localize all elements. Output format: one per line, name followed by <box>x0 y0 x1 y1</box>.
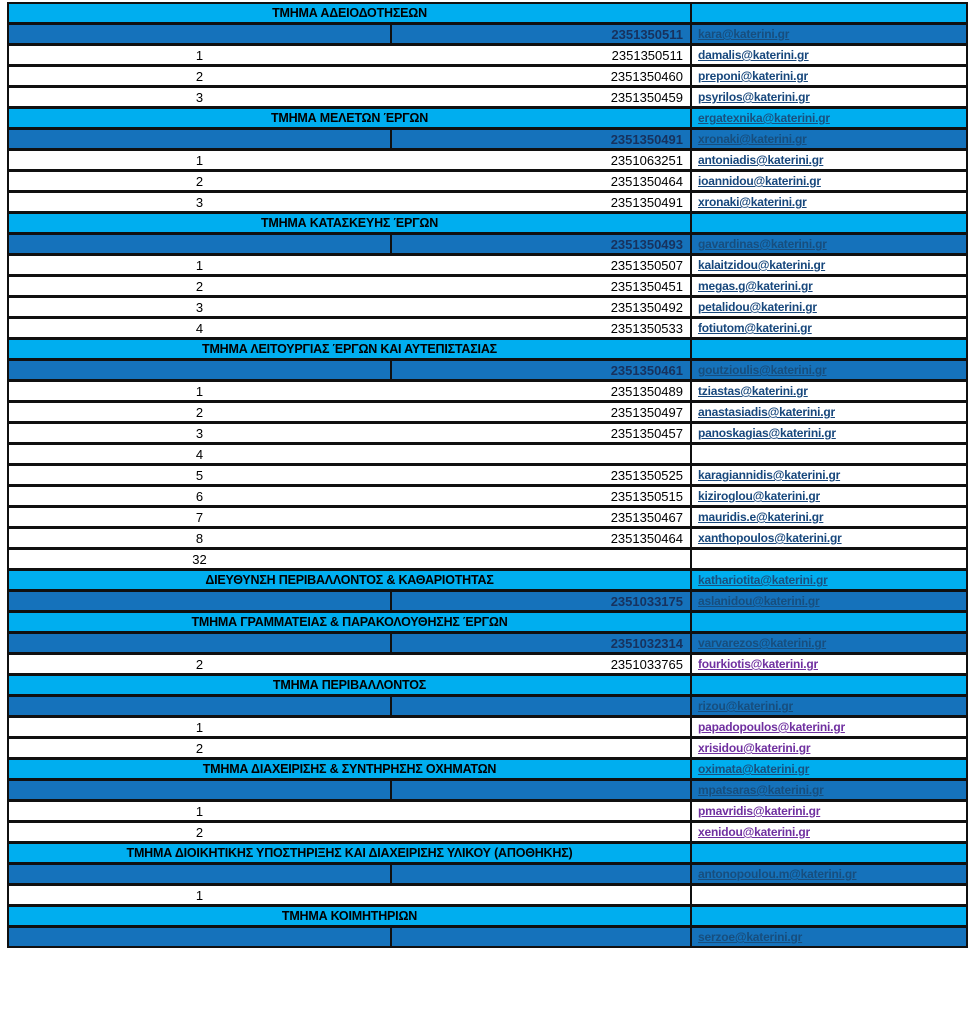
email-link[interactable]: tziastas@katerini.gr <box>698 384 808 398</box>
department-lead-row <box>7 590 968 612</box>
staff-row <box>7 296 968 318</box>
email-cell <box>690 109 966 127</box>
email-cell <box>690 172 966 190</box>
row-number-cell: 1 <box>195 383 204 399</box>
row-number-cell: 3 <box>195 299 204 315</box>
email-link[interactable]: anastasiadis@katerini.gr <box>698 405 835 419</box>
phone-cell: 2351350533 <box>610 320 683 336</box>
section-header-row <box>7 212 968 234</box>
row-number-cell <box>9 130 390 148</box>
email-cell <box>690 718 966 736</box>
email-link[interactable]: serzoe@katerini.gr <box>698 930 803 944</box>
staff-row <box>7 65 968 87</box>
email-cell <box>690 319 966 337</box>
row-number-cell <box>9 865 390 883</box>
staff-row <box>7 380 968 402</box>
email-link[interactable]: psyrilos@katerini.gr <box>698 90 810 104</box>
staff-row <box>7 317 968 339</box>
department-lead-row <box>7 632 968 654</box>
staff-row <box>7 653 968 675</box>
email-link[interactable]: antonopoulou.m@katerini.gr <box>698 867 857 881</box>
email-cell <box>690 886 966 904</box>
email-link[interactable]: varvarezos@katerini.gr <box>698 636 827 650</box>
email-link[interactable]: gavardinas@katerini.gr <box>698 237 827 251</box>
department-lead-row <box>7 359 968 381</box>
email-cell <box>690 151 966 169</box>
email-link[interactable]: xronaki@katerini.gr <box>698 132 807 146</box>
phone-cell: 2351033175 <box>390 592 690 610</box>
row-number-cell: 4 <box>195 320 204 336</box>
email-cell <box>690 46 966 64</box>
email-link[interactable]: ioannidou@katerini.gr <box>698 174 821 188</box>
row-number-cell: 2 <box>195 173 204 189</box>
section-title: ΤΜΗΜΑ ΔΙΑΧΕΙΡΙΣΗΣ & ΣΥΝΤΗΡΗΣΗΣ ΟΧΗΜΑΤΩΝ <box>202 762 497 776</box>
email-cell <box>690 466 966 484</box>
email-link[interactable]: papadopoulos@katerini.gr <box>698 720 845 734</box>
email-link[interactable]: xronaki@katerini.gr <box>698 195 807 209</box>
staff-row <box>7 86 968 108</box>
email-cell <box>690 424 966 442</box>
email-cell <box>690 907 966 925</box>
staff-row <box>7 191 968 213</box>
phone-cell: 2351350511 <box>611 47 683 63</box>
email-cell <box>690 361 966 379</box>
email-link[interactable]: pmavridis@katerini.gr <box>698 804 821 818</box>
email-cell <box>690 403 966 421</box>
phone-cell: 2351350491 <box>390 130 690 148</box>
staff-row <box>7 821 968 843</box>
email-link[interactable]: oximata@katerini.gr <box>698 762 810 776</box>
row-number-cell: 7 <box>195 509 204 525</box>
email-link[interactable]: xanthopoulos@katerini.gr <box>698 531 842 545</box>
email-cell <box>690 781 966 799</box>
row-number-cell: 4 <box>195 446 204 462</box>
section-title: ΤΜΗΜΑ ΚΟΙΜΗΤΗΡΙΩΝ <box>281 909 418 923</box>
row-number-cell: 3 <box>195 425 204 441</box>
phone-cell: 2351350457 <box>610 425 683 441</box>
phone-cell: 2351032314 <box>390 634 690 652</box>
section-title: ΤΜΗΜΑ ΜΕΛΕΤΩΝ ΈΡΓΩΝ <box>270 111 429 125</box>
section-header-row <box>7 569 968 591</box>
phone-cell <box>390 697 690 715</box>
phone-cell <box>390 865 690 883</box>
email-link[interactable]: panoskagias@katerini.gr <box>698 426 836 440</box>
department-lead-row <box>7 23 968 45</box>
row-number-cell: 1 <box>195 803 204 819</box>
email-cell <box>690 382 966 400</box>
phone-cell: 2351350491 <box>610 194 683 210</box>
section-title: ΤΜΗΜΑ ΓΡΑΜΜΑΤΕΙΑΣ & ΠΑΡΑΚΟΛΟΥΘΗΣΗΣ ΈΡΓΩΝ <box>191 615 508 629</box>
phone-cell: 2351350489 <box>610 383 683 399</box>
email-link[interactable]: petalidou@katerini.gr <box>698 300 817 314</box>
row-number-cell <box>9 235 390 253</box>
phone-cell: 2351063251 <box>610 152 683 168</box>
row-number-cell <box>9 592 390 610</box>
section-header-row <box>7 674 968 696</box>
email-cell <box>690 4 966 22</box>
email-cell <box>690 67 966 85</box>
phone-cell <box>390 823 690 841</box>
email-link[interactable]: fourkiotis@katerini.gr <box>698 657 818 671</box>
email-cell <box>690 697 966 715</box>
phone-cell <box>390 928 690 946</box>
section-header-row <box>7 905 968 927</box>
row-number-cell <box>9 697 390 715</box>
phone-cell: 2351350497 <box>610 404 683 420</box>
section-header-row <box>7 842 968 864</box>
phone-cell <box>390 445 690 463</box>
row-number-cell: 6 <box>195 488 204 504</box>
staff-row <box>7 884 968 906</box>
staff-row <box>7 254 968 276</box>
email-link[interactable]: megas.g@katerini.gr <box>698 279 813 293</box>
staff-row <box>7 275 968 297</box>
email-link[interactable]: fotiutom@katerini.gr <box>698 321 812 335</box>
email-cell <box>690 487 966 505</box>
email-link[interactable]: goutzioulis@katerini.gr <box>698 363 827 377</box>
row-number-cell: 2 <box>195 740 204 756</box>
phone-cell: 2351350511 <box>390 25 690 43</box>
row-number-cell: 1 <box>195 152 204 168</box>
staff-row <box>7 485 968 507</box>
row-number-cell: 8 <box>195 530 204 546</box>
row-number-cell: 2 <box>195 824 204 840</box>
email-link[interactable]: xenidou@katerini.gr <box>698 825 810 839</box>
staff-row <box>7 527 968 549</box>
contact-table <box>7 2 968 948</box>
row-number-cell <box>9 634 390 652</box>
row-number-cell: 32 <box>192 551 207 567</box>
email-cell <box>690 571 966 589</box>
phone-cell <box>390 550 690 568</box>
section-header-row <box>7 758 968 780</box>
phone-cell <box>390 718 690 736</box>
phone-cell: 2351350464 <box>610 530 683 546</box>
row-number-cell: 2 <box>195 278 204 294</box>
phone-cell: 2351350525 <box>610 467 683 483</box>
email-cell <box>690 802 966 820</box>
row-number-cell: 2 <box>195 404 204 420</box>
email-cell <box>690 865 966 883</box>
email-cell <box>690 634 966 652</box>
email-cell <box>690 592 966 610</box>
email-link[interactable]: xrisidou@katerini.gr <box>698 741 811 755</box>
email-link[interactable]: karagiannidis@katerini.gr <box>698 468 841 482</box>
email-cell <box>690 844 966 862</box>
phone-cell: 2351350464 <box>610 173 683 189</box>
department-lead-row <box>7 695 968 717</box>
email-cell <box>690 130 966 148</box>
row-number-cell <box>9 25 390 43</box>
phone-cell: 2351350493 <box>390 235 690 253</box>
email-cell <box>690 193 966 211</box>
phone-cell: 2351350461 <box>390 361 690 379</box>
email-cell <box>690 655 966 673</box>
row-number-cell: 2 <box>195 68 204 84</box>
section-title: ΤΜΗΜΑ ΛΕΙΤΟΥΡΓΙΑΣ ΈΡΓΩΝ ΚΑΙ ΑΥΤΕΠΙΣΤΑΣΙΑΣ <box>202 342 497 356</box>
email-link[interactable]: rizou@katerini.gr <box>698 699 793 713</box>
row-number-cell: 3 <box>195 194 204 210</box>
staff-row <box>7 506 968 528</box>
phone-cell: 2351350451 <box>610 278 683 294</box>
section-title: ΤΜΗΜΑ ΑΔΕΙΟΔΟΤΗΣΕΩΝ <box>272 6 427 20</box>
row-number-cell <box>9 361 390 379</box>
section-title: ΤΜΗΜΑ ΔΙΟΙΚΗΤΙΚΗΣ ΥΠΟΣΤΗΡΙΞΗΣ ΚΑΙ ΔΙΑΧΕΙΡΙΣΗΣ ΥΛΙΚΟΥ (ΑΠΟΘΗΚΗΣ) <box>126 846 573 860</box>
row-number-cell <box>9 928 390 946</box>
staff-row <box>7 170 968 192</box>
staff-row <box>7 548 968 570</box>
phone-cell <box>390 802 690 820</box>
staff-row <box>7 44 968 66</box>
department-lead-row <box>7 926 968 948</box>
phone-cell: 2351033765 <box>610 656 683 672</box>
email-cell <box>690 277 966 295</box>
row-number-cell: 1 <box>195 257 204 273</box>
staff-row <box>7 443 968 465</box>
email-link[interactable]: kara@katerini.gr <box>698 27 790 41</box>
row-number-cell: 1 <box>195 719 204 735</box>
phone-cell: 2351350459 <box>610 89 683 105</box>
email-link[interactable]: preponi@katerini.gr <box>698 69 808 83</box>
staff-row <box>7 464 968 486</box>
phone-cell <box>390 781 690 799</box>
phone-cell: 2351350507 <box>610 257 683 273</box>
department-lead-row <box>7 128 968 150</box>
staff-row <box>7 149 968 171</box>
email-cell <box>690 298 966 316</box>
row-number-cell: 1 <box>195 887 204 903</box>
staff-row <box>7 800 968 822</box>
section-header-row <box>7 611 968 633</box>
email-cell <box>690 529 966 547</box>
email-cell <box>690 550 966 568</box>
staff-row <box>7 737 968 759</box>
email-link[interactable]: antoniadis@katerini.gr <box>698 153 824 167</box>
section-title: ΔΙΕΥΘΥΝΣΗ ΠΕΡΙΒΑΛΛΟΝΤΟΣ & ΚΑΘΑΡΙΟΤΗΤΑΣ <box>205 573 494 587</box>
phone-cell: 2351350492 <box>610 299 683 315</box>
email-cell <box>690 214 966 232</box>
email-cell <box>690 445 966 463</box>
section-title: ΤΜΗΜΑ ΚΑΤΑΣΚΕΥΗΣ ΈΡΓΩΝ <box>260 216 439 230</box>
email-cell <box>690 508 966 526</box>
email-cell <box>690 25 966 43</box>
email-link[interactable]: mpatsaras@katerini.gr <box>698 783 824 797</box>
department-lead-row <box>7 863 968 885</box>
section-header-row <box>7 2 968 24</box>
staff-row <box>7 401 968 423</box>
email-cell <box>690 88 966 106</box>
email-link[interactable]: kalaitzidou@katerini.gr <box>698 258 826 272</box>
section-title: ΤΜΗΜΑ ΠΕΡΙΒΑΛΛΟΝΤΟΣ <box>272 678 427 692</box>
phone-cell: 2351350460 <box>610 68 683 84</box>
row-number-cell: 5 <box>195 467 204 483</box>
email-cell <box>690 340 966 358</box>
section-header-row <box>7 107 968 129</box>
email-link[interactable]: kiziroglou@katerini.gr <box>698 489 820 503</box>
phone-cell <box>390 739 690 757</box>
email-cell <box>690 613 966 631</box>
email-cell <box>690 928 966 946</box>
phone-cell <box>390 886 690 904</box>
row-number-cell: 3 <box>195 89 204 105</box>
section-header-row <box>7 338 968 360</box>
email-cell <box>690 739 966 757</box>
row-number-cell <box>9 781 390 799</box>
email-cell <box>690 760 966 778</box>
email-cell <box>690 823 966 841</box>
staff-row <box>7 422 968 444</box>
department-lead-row <box>7 779 968 801</box>
email-link[interactable]: mauridis.e@katerini.gr <box>698 510 824 524</box>
email-link[interactable]: ergatexnika@katerini.gr <box>698 111 830 125</box>
email-link[interactable]: kathariotita@katerini.gr <box>698 573 828 587</box>
row-number-cell: 2 <box>195 656 204 672</box>
row-number-cell: 1 <box>195 47 204 63</box>
phone-cell: 2351350467 <box>610 509 683 525</box>
phone-cell: 2351350515 <box>610 488 683 504</box>
staff-row <box>7 716 968 738</box>
email-link[interactable]: aslanidou@katerini.gr <box>698 594 820 608</box>
email-cell <box>690 676 966 694</box>
department-lead-row <box>7 233 968 255</box>
email-cell <box>690 235 966 253</box>
email-cell <box>690 256 966 274</box>
email-link[interactable]: damalis@katerini.gr <box>698 48 809 62</box>
